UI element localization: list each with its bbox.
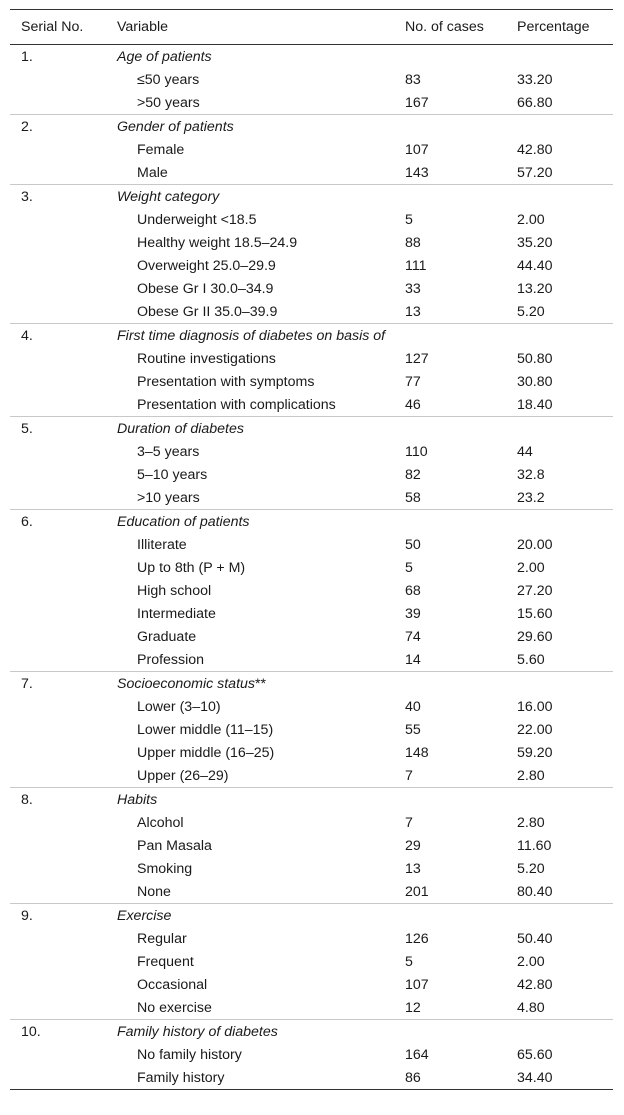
empty-cell [10, 603, 106, 626]
percentage-value: 42.80 [517, 977, 553, 993]
variable-label: Obese Gr II 35.0–39.9 [137, 303, 278, 320]
serial-number: 10. [10, 1020, 106, 1044]
empty-cell [506, 417, 613, 441]
variable-label: Lower middle (11–15) [137, 722, 274, 738]
variable-label: Alcohol [137, 815, 184, 831]
empty-cell [10, 139, 106, 162]
table-row [10, 92, 613, 115]
serial-number: 2. [10, 115, 106, 139]
patient-characteristics-table [10, 9, 613, 1090]
percentage-value: 18.40 [517, 396, 553, 413]
serial-number: 9. [10, 904, 106, 928]
case-count: 33 [405, 281, 421, 297]
group-row [10, 904, 613, 928]
table-row [10, 139, 613, 162]
serial-number: 7. [10, 672, 106, 696]
empty-cell [394, 45, 506, 69]
empty-cell [506, 45, 613, 69]
case-count: 13 [405, 861, 421, 877]
header-row [10, 10, 613, 45]
empty-cell [10, 951, 106, 974]
variable-label: Pan Masala [137, 838, 212, 854]
case-count: 83 [405, 72, 421, 88]
case-count: 46 [405, 396, 421, 413]
percentage-value: 30.80 [517, 374, 553, 390]
category-title-cell [106, 672, 394, 696]
variable-label: Routine investigations [137, 351, 276, 367]
percentage-value: 32.8 [517, 467, 545, 483]
serial-number: 4. [10, 324, 106, 348]
percentage-value: 5.60 [517, 651, 545, 668]
case-count: 29 [405, 838, 421, 854]
category-title: Exercise [117, 907, 172, 924]
percentage-value: 44 [517, 444, 533, 460]
variable-label: >10 years [137, 489, 200, 506]
percentage-value: 2.80 [517, 767, 545, 784]
empty-cell [10, 649, 106, 672]
table-row [10, 719, 613, 742]
variable-label: No exercise [137, 999, 212, 1016]
percentage-value: 65.60 [517, 1047, 553, 1063]
variable-label: Male [137, 164, 168, 181]
variable-label: No family history [137, 1047, 242, 1063]
empty-cell [394, 115, 506, 139]
table-row [10, 580, 613, 603]
variable-label: Healthy weight 18.5–24.9 [137, 235, 298, 251]
empty-cell [10, 719, 106, 742]
percentage-value: 2.00 [517, 954, 545, 970]
empty-cell [10, 487, 106, 510]
serial-number: 6. [10, 510, 106, 534]
table-row [10, 301, 613, 324]
case-count: 107 [405, 977, 429, 993]
table-row [10, 255, 613, 278]
case-count: 7 [405, 767, 413, 784]
category-title-cell [106, 417, 394, 441]
case-count: 167 [405, 94, 429, 111]
category-title-cell [106, 324, 394, 348]
percentage-value: 23.2 [517, 489, 545, 506]
table-row [10, 69, 613, 92]
case-count: 55 [405, 722, 421, 738]
empty-cell [10, 974, 106, 997]
variable-label: Obese Gr I 30.0–34.9 [137, 281, 274, 297]
variable-label: Regular [137, 931, 187, 947]
category-title-cell [106, 115, 394, 139]
category-title: Socioeconomic status [117, 675, 256, 692]
category-title-cell [106, 185, 394, 209]
case-count: 68 [405, 583, 421, 599]
case-count: 111 [405, 258, 427, 274]
table-row [10, 881, 613, 904]
case-count: 13 [405, 303, 421, 320]
case-count: 143 [405, 164, 429, 181]
group-row [10, 1020, 613, 1044]
case-count: 148 [405, 745, 429, 761]
table-row [10, 696, 613, 719]
case-count: 14 [405, 651, 421, 668]
category-title: Duration of diabetes [117, 420, 244, 437]
percentage-value: 13.20 [517, 281, 553, 297]
group-row [10, 185, 613, 209]
empty-cell [10, 626, 106, 649]
category-title-cell [106, 904, 394, 928]
serial-number: 3. [10, 185, 106, 209]
variable-label: Presentation with symptoms [137, 374, 315, 390]
empty-cell [10, 580, 106, 603]
table-container [10, 9, 613, 1090]
variable-label: Family history [106, 1067, 394, 1090]
variable-label: Frequent [137, 954, 194, 970]
empty-cell [10, 742, 106, 765]
empty-cell [10, 209, 106, 232]
empty-cell [10, 162, 106, 185]
category-title-cell [106, 45, 394, 69]
empty-cell [506, 185, 613, 209]
case-count: 127 [405, 351, 429, 367]
empty-cell [506, 115, 613, 139]
table-row [10, 835, 613, 858]
percentage-value: 34.40 [506, 1067, 613, 1090]
table-row [10, 348, 613, 371]
percentage-value: 42.80 [517, 142, 553, 158]
empty-cell [394, 672, 506, 696]
group-row [10, 115, 613, 139]
case-count: 126 [405, 931, 429, 947]
group-row [10, 672, 613, 696]
variable-label: None [137, 883, 171, 900]
percentage-value: 5.20 [517, 303, 545, 320]
percentage-value: 22.00 [517, 722, 553, 738]
empty-cell [10, 441, 106, 464]
empty-cell [10, 997, 106, 1020]
table-row [10, 928, 613, 951]
category-title: Weight category [117, 188, 220, 205]
empty-cell [10, 1067, 106, 1090]
percentage-value: 35.20 [517, 235, 553, 251]
empty-cell [10, 232, 106, 255]
percentage-value: 59.20 [517, 745, 553, 761]
percentage-value: 33.20 [517, 72, 553, 88]
variable-label: Up to 8th (P + M) [137, 560, 246, 576]
variable-label: Graduate [137, 629, 197, 645]
empty-cell [394, 510, 506, 534]
variable-label: Upper middle (16–25) [137, 745, 275, 761]
group-row [10, 788, 613, 812]
empty-cell [10, 69, 106, 92]
percentage-value: 66.80 [517, 94, 553, 111]
percentage-value: 2.00 [517, 212, 545, 228]
percentage-value: 2.00 [517, 560, 545, 576]
group-row [10, 324, 613, 348]
case-count: 110 [405, 444, 428, 460]
percentage-value: 5.20 [517, 861, 545, 877]
empty-cell [10, 371, 106, 394]
empty-cell [10, 858, 106, 881]
case-count: 107 [405, 142, 429, 158]
percentage-value: 2.80 [517, 815, 545, 831]
percentage-value: 16.00 [517, 699, 553, 715]
case-count: 40 [405, 699, 421, 715]
table-row [10, 278, 613, 301]
empty-cell [10, 464, 106, 487]
percentage-value: 50.40 [517, 931, 553, 947]
empty-cell [10, 696, 106, 719]
category-footnote-marker: ** [255, 675, 267, 692]
empty-cell [10, 92, 106, 115]
category-title: First time diagnosis of diabetes on basis of [117, 327, 386, 344]
case-count: 5 [405, 560, 413, 576]
empty-cell [10, 835, 106, 858]
empty-cell [506, 788, 613, 812]
variable-label: Occasional [137, 977, 208, 993]
table-row [10, 371, 613, 394]
empty-cell [506, 672, 613, 696]
empty-cell [10, 881, 106, 904]
case-count: 5 [405, 212, 413, 228]
table-row [10, 232, 613, 255]
table-row [10, 812, 613, 835]
table-row [10, 534, 613, 557]
table-row [10, 603, 613, 626]
empty-cell [10, 255, 106, 278]
table-row [10, 974, 613, 997]
serial-number: 8. [10, 788, 106, 812]
empty-cell [10, 765, 106, 788]
case-count: 74 [405, 629, 421, 645]
header-percentage: Percentage [506, 10, 613, 45]
case-count: 5 [405, 954, 413, 970]
empty-cell [394, 904, 506, 928]
case-count: 77 [405, 374, 421, 390]
empty-cell [394, 185, 506, 209]
table-row [10, 649, 613, 672]
case-count: 86 [394, 1067, 506, 1090]
empty-cell [10, 278, 106, 301]
table-row [10, 765, 613, 788]
percentage-value: 11.60 [517, 838, 552, 854]
category-title: Education of patients [117, 513, 250, 530]
table-row [10, 394, 613, 417]
empty-cell [506, 1020, 613, 1044]
empty-cell [10, 557, 106, 580]
empty-cell [394, 1020, 506, 1044]
variable-label: ≤50 years [137, 72, 200, 88]
variable-label: >50 years [137, 94, 200, 111]
variable-label: Profession [137, 651, 205, 668]
empty-cell [10, 394, 106, 417]
table-row [10, 858, 613, 881]
variable-label: 3–5 years [137, 444, 200, 460]
case-count: 7 [405, 815, 413, 831]
percentage-value: 27.20 [517, 583, 553, 599]
table-header [10, 10, 613, 45]
percentage-value: 80.40 [517, 883, 553, 900]
percentage-value: 50.80 [517, 351, 553, 367]
percentage-value: 15.60 [517, 606, 553, 622]
table-row [10, 209, 613, 232]
table-row [10, 162, 613, 185]
empty-cell [10, 812, 106, 835]
table-row [10, 626, 613, 649]
table-row [10, 997, 613, 1020]
variable-label: Presentation with complications [137, 396, 336, 413]
case-count: 201 [405, 883, 429, 900]
group-row [10, 45, 613, 69]
empty-cell [394, 324, 506, 348]
category-title: Habits [117, 791, 158, 808]
table-row [10, 951, 613, 974]
group-row [10, 510, 613, 534]
case-count: 58 [405, 489, 421, 506]
variable-label: 5–10 years [137, 467, 208, 483]
percentage-value: 29.60 [517, 629, 553, 645]
case-count: 12 [405, 999, 421, 1016]
percentage-value: 4.80 [517, 999, 545, 1016]
group-row [10, 417, 613, 441]
empty-cell [506, 904, 613, 928]
category-title: Family history of diabetes [117, 1023, 278, 1040]
percentage-value: 57.20 [517, 164, 553, 181]
variable-label: Smoking [137, 861, 193, 877]
table-body [10, 45, 613, 1090]
table-row [10, 557, 613, 580]
empty-cell [394, 788, 506, 812]
empty-cell [506, 510, 613, 534]
variable-label: Lower (3–10) [137, 699, 221, 715]
variable-label: Illiterate [137, 537, 187, 553]
table-row [10, 1067, 613, 1090]
category-title: Age of patients [117, 48, 212, 65]
header-no-of-cases: No. of cases [394, 10, 506, 45]
variable-label: Overweight 25.0–29.9 [137, 258, 276, 274]
table-row [10, 441, 613, 464]
empty-cell [10, 534, 106, 557]
table-row [10, 464, 613, 487]
empty-cell [506, 324, 613, 348]
case-count: 39 [405, 606, 421, 622]
case-count: 82 [405, 467, 421, 483]
variable-label: Underweight <18.5 [137, 212, 257, 228]
variable-label: Female [137, 142, 185, 158]
category-title-cell [106, 788, 394, 812]
variable-label: Intermediate [137, 606, 216, 622]
case-count: 88 [405, 235, 421, 251]
percentage-value: 44.40 [517, 258, 553, 274]
empty-cell [10, 348, 106, 371]
empty-cell [10, 301, 106, 324]
case-count: 50 [405, 537, 421, 553]
category-title-cell [106, 510, 394, 534]
empty-cell [10, 928, 106, 951]
variable-label: High school [137, 583, 212, 599]
empty-cell [394, 417, 506, 441]
table-row [10, 487, 613, 510]
table-row [10, 1044, 613, 1067]
header-variable: Variable [106, 10, 394, 45]
serial-number: 1. [21, 48, 33, 65]
serial-number: 5. [10, 417, 106, 441]
category-title: Gender of patients [117, 118, 234, 135]
category-title-cell [106, 1020, 394, 1044]
header-serial-no: Serial No. [10, 10, 106, 45]
empty-cell [10, 1044, 106, 1067]
variable-label: Upper (26–29) [137, 767, 229, 784]
table-row [10, 742, 613, 765]
case-count: 164 [405, 1047, 429, 1063]
percentage-value: 20.00 [517, 537, 553, 553]
